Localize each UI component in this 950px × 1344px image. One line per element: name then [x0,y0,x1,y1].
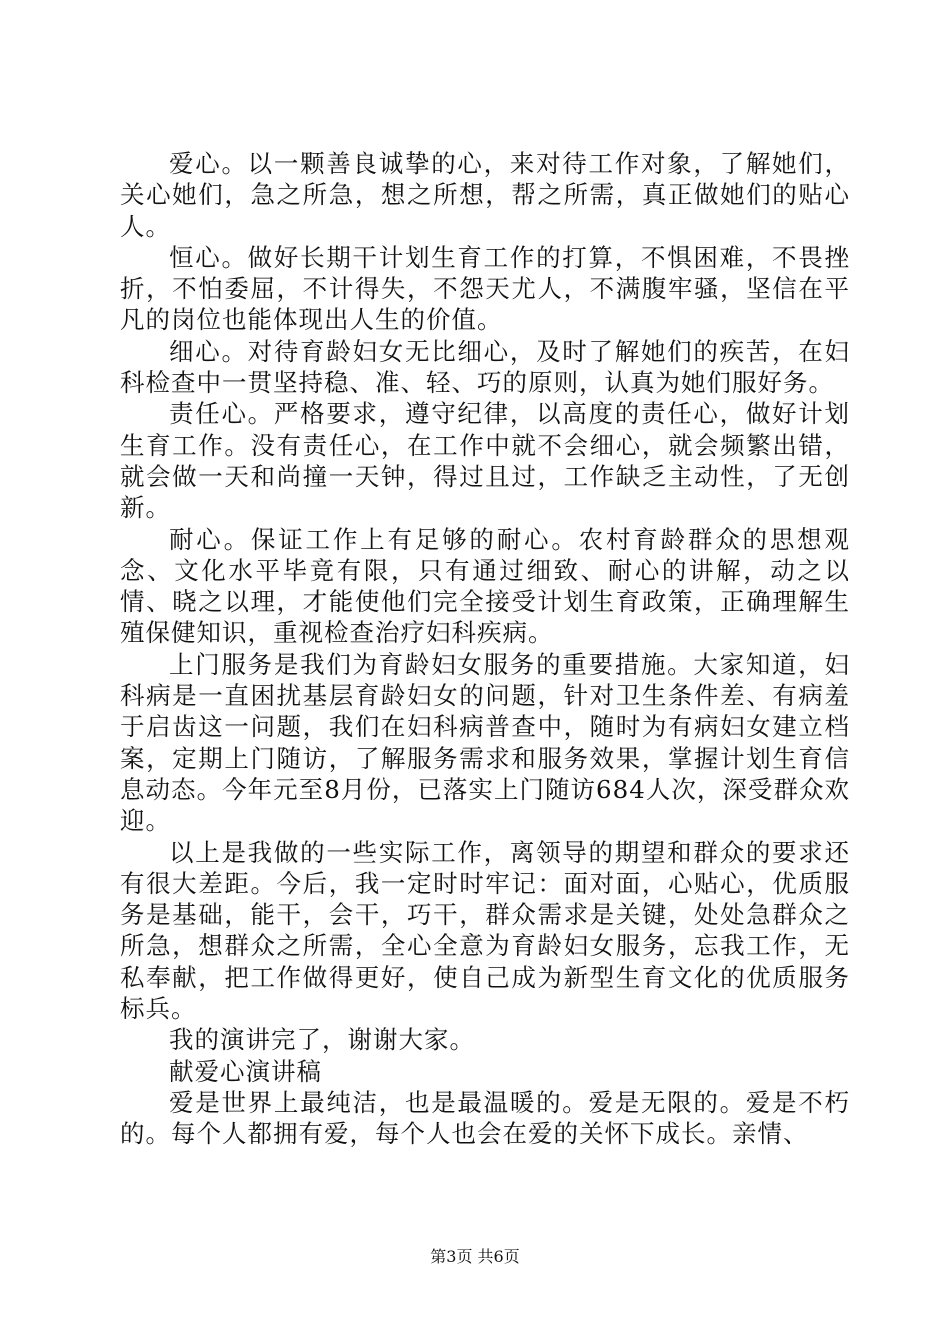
paragraph-responsibility: 责任心。严格要求，遵守纪律，以高度的责任心，做好计划生育工作。没有责任心，在工作中就不会细心，就会频繁出错，就会做一天和尚撞一天钟，得过且过，工作缺乏主动性，了无创新。 [120,399,850,523]
paragraph-closing: 我的演讲完了，谢谢大家。 [169,1025,475,1055]
paragraph-summary: 以上是我做的一些实际工作，离领导的期望和群众的要求还有很大差距。今后，我一定时时牢记：面对面，心贴心，优质服务是基础，能干，会干，巧干，群众需求是关键，处处急群众之所急，想群众之所需，全心全意为育龄妇女服务，忘我工作，无私奉献，把工作做得更好，使自己成为新型生育文化的优质服务标兵。 [120,837,850,1024]
paragraph-patience: 耐心。保证工作上有足够的耐心。农村育龄群众的思想观念、文化水平毕竟有限，只有通过细致、耐心的讲解，动之以情、晓之以理，才能使他们完全接受计划生育政策，正确理解生殖保健知识，重视检查治疗妇科疾病。 [120,524,850,648]
section-heading: 献爱心演讲稿 [169,1056,322,1086]
paragraph-love: 爱心。以一颗善良诚挚的心，来对待工作对象，了解她们，关心她们，急之所急，想之所想，帮之所需，真正做她们的贴心人。 [120,149,850,241]
paragraph-carefulness: 细心。对待育龄妇女无比细心，及时了解她们的疾苦，在妇科检查中一贯坚持稳、准、轻、巧的原则，认真为她们服好务。 [120,336,850,398]
page-footer: 第3页 共6页 [430,1247,520,1266]
document-body [120,148,850,1150]
paragraph-perseverance: 恒心。做好长期干计划生育工作的打算，不惧困难，不畏挫折，不怕委屈，不计得失，不怨天尤人，不满腹牢骚，坚信在平凡的岗位也能体现出人生的价值。 [120,242,850,335]
paragraph-new-speech: 爱是世界上最纯洁，也是最温暖的。爱是无限的。爱是不朽的。每个人都拥有爱，每个人也会在爱的关怀下成长。亲情、 [120,1087,850,1149]
paragraph-home-service: 上门服务是我们为育龄妇女服务的重要措施。大家知道，妇科病是一直困扰基层育龄妇女的问题，针对卫生条件差、有病羞于启齿这一问题，我们在妇科病普查中，随时为有病妇女建立档案，定期上门随访，了解服务需求和服务效果，掌握计划生育信息动态。今年元至8月份，已落实上门随访684人次，深受群众欢迎。 [120,649,850,836]
